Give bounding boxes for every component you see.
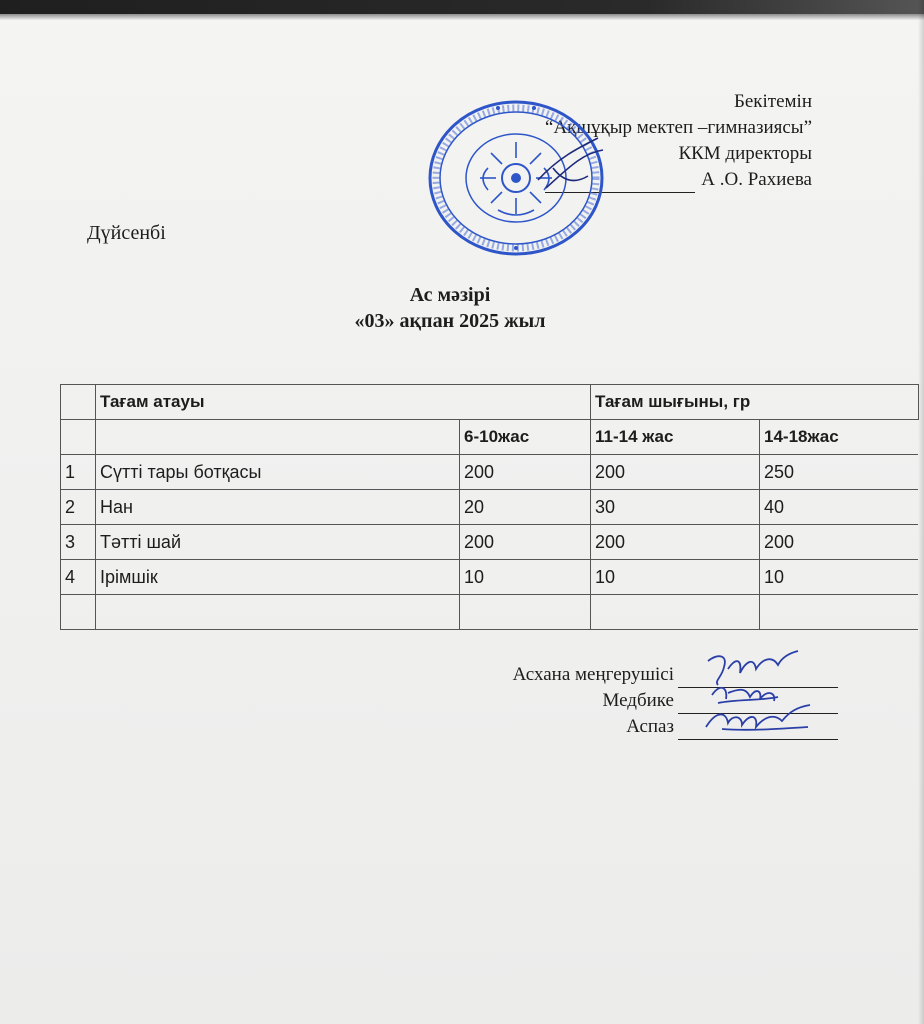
photo-shadow-right [918,0,924,1024]
food-name: Ірімшік [96,560,460,595]
amount-14-18: 250 [760,455,919,490]
photo-shadow-top [0,0,924,14]
row-number: 1 [61,455,96,490]
handwritten-signature-icon [698,699,828,739]
canteen-head-label: Асхана меңгерушісі [512,664,674,685]
age-row-name-cell [96,420,460,455]
table-row [61,490,919,525]
table-row [61,525,919,560]
director-name: А .О. Рахиева [701,169,812,190]
food-name: Нан [96,490,460,525]
amount-11-14: 10 [591,560,760,595]
table-row-empty [61,595,919,630]
cook-signature-line [678,717,838,740]
age-group-6-10: 6-10жас [460,420,591,455]
row-number: 2 [61,490,96,525]
age-group-11-14: 11-14 жас [591,420,760,455]
amount-6-10: 200 [460,455,591,490]
amount-14-18: 10 [760,560,919,595]
empty-cell [760,595,919,630]
signatures-block [513,662,838,740]
amount-14-18: 200 [760,525,919,560]
amount-11-14: 30 [591,490,760,525]
age-row-num-cell [61,420,96,455]
table-row [61,455,919,490]
row-number: 3 [61,525,96,560]
amount-6-10: 10 [460,560,591,595]
cook-label: Аспаз [626,716,674,737]
header-food-amount: Тағам шығыны, гр [591,385,919,420]
food-name: Сүтті тары ботқасы [96,455,460,490]
amount-11-14: 200 [591,525,760,560]
empty-cell [591,595,760,630]
title-line-1: Ас мәзірі [409,284,491,306]
empty-cell [61,595,96,630]
nurse-label: Медбике [602,690,674,711]
table-row [61,560,919,595]
title-date: «03» ақпан 2025 жыл [354,310,546,332]
food-name: Тәтті шай [96,525,460,560]
empty-cell [96,595,460,630]
menu-table [60,384,919,630]
cook-row [513,714,838,740]
official-stamp-icon [428,98,610,258]
photo-shadow-gradient [0,14,924,20]
approved-label: Бекітемін [733,91,812,112]
age-group-14-18: 14-18жас [760,420,919,455]
day-of-week: Дүйсенбі [87,222,166,244]
empty-cell [460,595,591,630]
amount-11-14: 200 [591,455,760,490]
amount-6-10: 20 [460,490,591,525]
row-number: 4 [61,560,96,595]
amount-14-18: 40 [760,490,919,525]
school-name: “Ақшұқыр мектеп –гимназиясы” [545,117,812,138]
amount-6-10: 200 [460,525,591,560]
table-age-row [61,420,919,455]
header-num-cell [61,385,96,420]
table-header-row [61,385,919,420]
document-title [0,282,924,334]
director-position: ККМ директоры [678,143,812,164]
header-food-name: Тағам атауы [96,385,591,420]
